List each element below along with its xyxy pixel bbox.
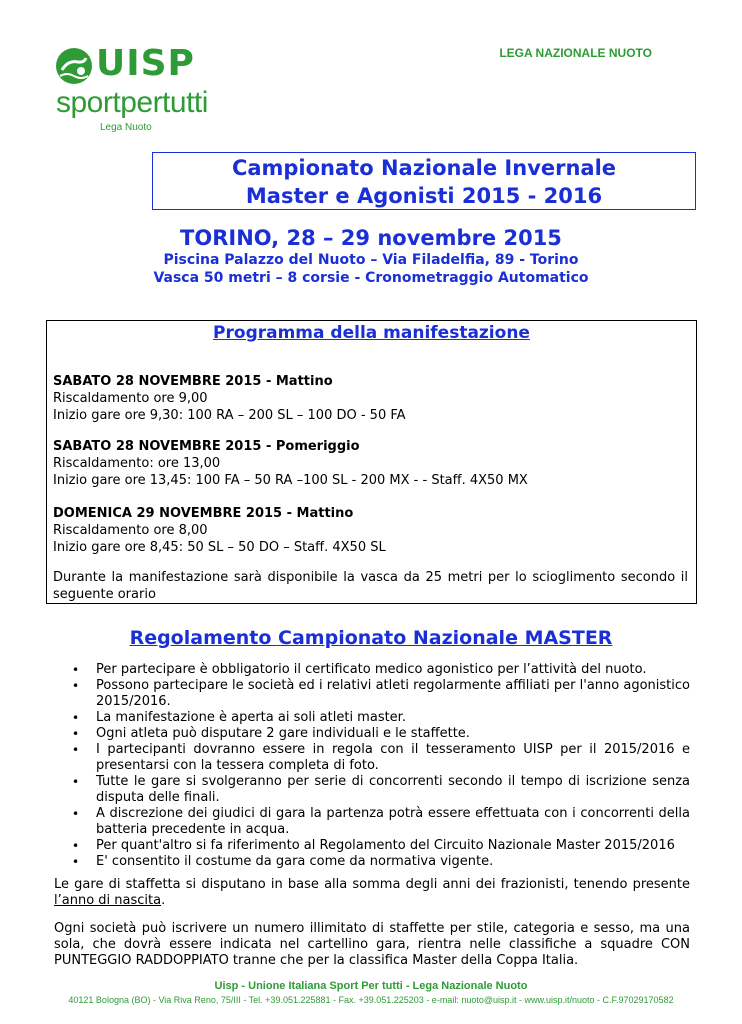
bullet-icon: •: [72, 807, 80, 821]
day-line: Riscaldamento ore 9,00: [53, 391, 208, 406]
day-title: SABATO 28 NOVEMBRE 2015 - Mattino: [53, 374, 333, 389]
bullet-icon: •: [72, 663, 80, 677]
bullet-icon: •: [72, 743, 80, 757]
logo-tagline: sportpertutti: [56, 86, 208, 119]
footer: [0, 980, 742, 1005]
league-header: LEGA NAZIONALE NUOTO: [499, 46, 652, 60]
title-line-2: Master e Agonisti 2015 - 2016: [245, 184, 603, 208]
logo-brand: UISP: [96, 43, 195, 84]
rules-list: [54, 662, 690, 870]
rules-title: Regolamento Campionato Nazionale MASTER: [129, 627, 613, 649]
event-venue: Piscina Palazzo del Nuoto – Via Filadelfia, 89 - Torino: [163, 252, 579, 268]
swimmer-logo-icon: [54, 46, 94, 86]
event-pool: Vasca 50 metri – 8 corsie - Cronometraggio Automatico: [153, 270, 589, 286]
logo-subtitle: Lega Nuoto: [100, 122, 152, 133]
rule-item: • E' consentito il costume da gara come da normativa vigente.: [72, 854, 494, 869]
title-banner: [152, 152, 696, 210]
program-box: [46, 320, 697, 604]
event-city-dates: TORINO, 28 – 29 novembre 2015: [180, 226, 562, 250]
rule-item: • La manifestazione è aperta ai soli atleti master.: [72, 710, 406, 725]
day-title: DOMENICA 29 NOVEMBRE 2015 - Mattino: [53, 506, 354, 521]
rule-item: • I partecipanti dovranno essere in regola con il tesseramento UISP per il 2015/2016 e presentarsi con la tessera completa di foto.: [72, 742, 690, 773]
bullet-icon: •: [72, 775, 80, 789]
uisp-logo: [54, 40, 214, 140]
rule-item: • Tutte le gare si svolgeranno per serie di concorrenti secondo il tempo di iscrizione senza disputa delle finali.: [72, 774, 690, 805]
birth-year-underlined: l’anno di nascita: [54, 893, 162, 908]
footer-contacts: 40121 Bologna (BO) - Via Riva Reno, 75/III - Tel. +39.051.225881 - Fax. +39.051.225203 - e-mail: nuoto@uisp.it - www.uisp.it/nuoto - C.F.97029170582: [68, 995, 674, 1005]
rule-item: • Ogni atleta può disputare 2 gare individuali e le staffette.: [72, 726, 470, 741]
program-note: Durante la manifestazione sarà disponibile la vasca da 25 metri per lo scioglimento secondo il seguente orario: [53, 570, 688, 602]
program-day-1: [53, 373, 406, 424]
footer-org: Uisp - Unione Italiana Sport Per tutti - Lega Nazionale Nuoto: [214, 980, 528, 992]
day-line: Riscaldamento ore 8,00: [53, 523, 208, 538]
day-title: SABATO 28 NOVEMBRE 2015 - Pomeriggio: [53, 439, 360, 454]
day-line: Inizio gare ore 9,30: 100 RA – 200 SL – 100 DO - 50 FA: [53, 408, 406, 423]
bullet-icon: •: [72, 839, 80, 853]
program-day-2: [53, 438, 528, 489]
program-title: Programma della manifestazione: [213, 323, 530, 343]
relay-paragraph: Le gare di staffetta si disputano in base alla somma degli anni dei frazionisti, tenendo presente l’anno di nascita.: [54, 877, 690, 908]
teams-paragraph: Ogni società può iscrivere un numero illimitato di staffette per stile, categoria e sesso, ma una sola, che dovrà essere indicata nel cartellino gara, rientra nelle classifiche a squadre CON PUNTEGGIO RADDOPPIATO tranne che per la classifica Master della Coppa Italia.: [54, 921, 690, 968]
bullet-icon: •: [72, 855, 80, 869]
bullet-icon: •: [72, 679, 80, 693]
rule-item: • Per partecipare è obbligatorio il certificato medico agonistico per l’attività del nuoto.: [72, 662, 647, 677]
program-day-3: [53, 505, 386, 556]
bullet-icon: •: [72, 711, 80, 725]
rule-item: • Possono partecipare le società ed i relativi atleti regolarmente affiliati per l'anno agonistico 2015/2016.: [72, 678, 690, 709]
day-line: Riscaldamento: ore 13,00: [53, 456, 221, 471]
rule-item: • Per quant'altro si fa riferimento al Regolamento del Circuito Nazionale Master 2015/2016: [72, 838, 675, 853]
title-line-1: Campionato Nazionale Invernale: [231, 156, 617, 180]
bullet-icon: •: [72, 727, 80, 741]
day-line: Inizio gare ore 13,45: 100 FA – 50 RA –100 SL - 200 MX - - Staff. 4X50 MX: [53, 473, 528, 488]
rule-item: • A discrezione dei giudici di gara la partenza potrà essere effettuata con i concorrenti della batteria precedente in acqua.: [72, 806, 690, 837]
day-line: Inizio gare ore 8,45: 50 SL – 50 DO – Staff. 4X50 SL: [53, 540, 386, 555]
